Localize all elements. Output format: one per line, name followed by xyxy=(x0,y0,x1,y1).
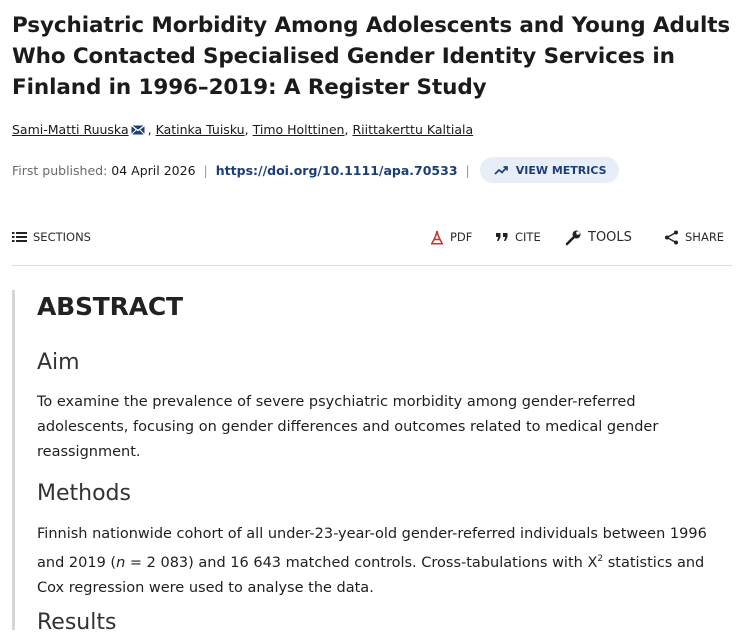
author-separator: , xyxy=(244,122,249,137)
tools-button[interactable] xyxy=(565,224,632,250)
trend-up-icon xyxy=(494,165,508,175)
share-button[interactable] xyxy=(664,224,724,250)
author-link-3[interactable]: Timo Holttinen xyxy=(252,122,345,137)
divider xyxy=(12,265,732,266)
wrench-icon xyxy=(565,229,582,246)
methods-text-part-3: statistics and Cox regression were used to analyse the data. xyxy=(37,555,705,596)
article-title: Psychiatric Morbidity Among Adolescents and Young Adults Who Contacted Specialised Gender Identity Services in Finland in 1996–2019: A Register Study xyxy=(12,13,731,100)
share-label: SHARE xyxy=(685,230,725,244)
author-link-4[interactable]: Riittakerttu Kaltiala xyxy=(352,122,474,137)
article-toolbar xyxy=(12,224,732,250)
abstract-heading: ABSTRACT xyxy=(37,292,183,321)
methods-text-part-2: = 2 083) and 16 643 matched controls. Cross-tabulations with X xyxy=(125,555,598,571)
share-icon xyxy=(664,230,679,245)
mail-icon[interactable] xyxy=(131,123,145,133)
abstract-section xyxy=(12,290,735,635)
view-metrics-label: VIEW METRICS xyxy=(515,163,607,177)
author-link-1[interactable]: Sami-Matti Ruuska xyxy=(12,122,129,137)
methods-superscript: 2 xyxy=(597,554,604,564)
first-published-label: First published: xyxy=(12,162,108,178)
aim-heading: Aim xyxy=(37,350,80,375)
tools-label: TOOLS xyxy=(588,229,632,245)
view-metrics-button[interactable] xyxy=(480,157,619,183)
meta-separator: | xyxy=(465,162,470,178)
methods-text xyxy=(37,522,717,601)
pdf-button[interactable] xyxy=(430,224,472,250)
sections-button[interactable] xyxy=(12,224,91,250)
methods-text-part-1: Finnish nationwide cohort of all under-23-year-old gender-referred individuals between 1996 and 2019 ( xyxy=(37,526,707,571)
pdf-label: PDF xyxy=(450,230,473,244)
doi-link[interactable]: https://doi.org/10.1111/apa.70533 xyxy=(215,162,458,178)
methods-n: n xyxy=(116,555,126,571)
publication-meta xyxy=(12,156,619,184)
author-separator: , xyxy=(344,122,349,137)
aim-text: To examine the prevalence of severe psychiatric morbidity among gender-referred adolescents, focusing on gender differences and outcomes related to medical gender reassignment. xyxy=(37,394,659,460)
sections-label: SECTIONS xyxy=(33,230,91,244)
first-published-date: 04 April 2026 xyxy=(111,162,196,178)
author-list xyxy=(12,122,473,137)
author-separator: , xyxy=(147,122,152,137)
quote-icon xyxy=(495,232,509,242)
methods-heading: Methods xyxy=(37,481,131,506)
results-heading: Results xyxy=(37,610,117,635)
pdf-icon xyxy=(430,230,444,245)
author-link-2[interactable]: Katinka Tuisku xyxy=(155,122,245,137)
cite-button[interactable] xyxy=(495,224,541,250)
cite-label: CITE xyxy=(515,230,541,244)
meta-separator: | xyxy=(203,162,208,178)
list-icon xyxy=(12,231,27,243)
